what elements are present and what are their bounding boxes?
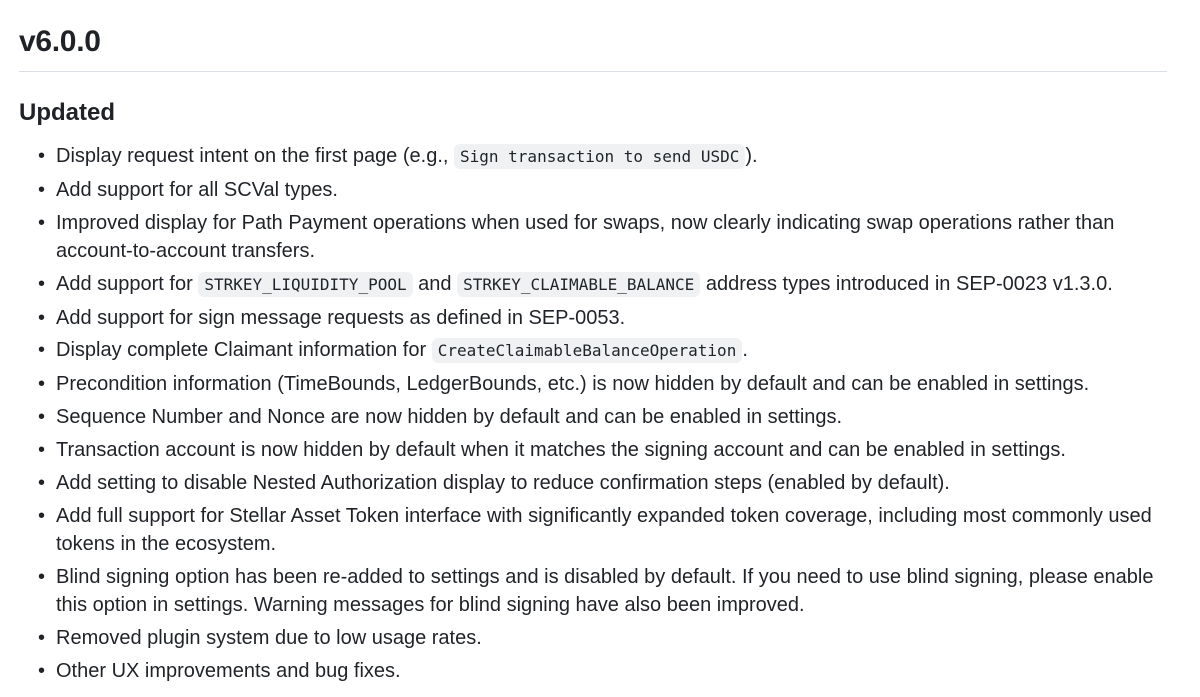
item-text: Add support for all SCVal types.	[56, 178, 338, 201]
item-text: Sequence Number and Nonce are now hidden by default and can be enabled in settings.	[56, 406, 843, 429]
bullet-icon: •	[38, 406, 46, 429]
bullet-icon: •	[38, 211, 46, 234]
item-text: Removed plugin system due to low usage rates.	[56, 626, 482, 649]
list-item	[38, 502, 1161, 558]
list-item	[38, 142, 1161, 171]
release-title: v6.0.0	[19, 25, 101, 58]
item-text: Transaction account is now hidden by default when it matches the signing account and can be enabled in settings.	[56, 439, 1066, 462]
bullet-icon: •	[38, 306, 46, 329]
list-item	[38, 624, 1161, 652]
section-heading: Updated	[19, 99, 115, 126]
item-text: .	[742, 339, 748, 362]
list-item	[38, 176, 1161, 204]
list-item	[38, 563, 1161, 619]
list-item	[38, 436, 1161, 464]
bullet-icon: •	[38, 178, 46, 201]
list-item	[38, 209, 1161, 265]
item-text: Blind signing option has been re-added to settings and is disabled by default. If you need to use blind signing, please enable this option in settings. Warning messages for blind signing have also been improved.	[56, 565, 1154, 616]
list-item	[38, 469, 1161, 497]
list-item	[38, 270, 1161, 299]
item-text: and	[412, 272, 458, 295]
inline-code: Sign transaction to send USDC	[454, 144, 745, 169]
change-list	[19, 142, 1167, 685]
bullet-icon: •	[38, 504, 46, 527]
bullet-icon: •	[38, 565, 46, 588]
list-item	[38, 403, 1161, 431]
item-text: Other UX improvements and bug fixes.	[56, 659, 401, 682]
item-text: ).	[745, 145, 758, 167]
bullet-icon: •	[38, 272, 46, 295]
bullet-icon: •	[38, 626, 46, 649]
bullet-icon: •	[38, 339, 46, 362]
title-divider	[19, 71, 1167, 72]
item-text: Add full support for Stellar Asset Token interface with significantly expanded token coverage, including most commonly used tokens in the ecosystem.	[56, 504, 1152, 555]
list-item	[38, 370, 1161, 398]
inline-code: CreateClaimableBalanceOperation	[432, 338, 743, 363]
bullet-icon: •	[38, 472, 46, 495]
item-text: Add setting to disable Nested Authorization display to reduce confirmation steps (enabled by default).	[56, 472, 950, 495]
item-text: Add support for	[56, 272, 199, 295]
bullet-icon: •	[38, 659, 46, 682]
bullet-icon: •	[38, 373, 46, 396]
item-text: Display request intent on the first page (e.g.,	[56, 145, 454, 167]
list-item	[38, 657, 1161, 685]
inline-code: STRKEY_LIQUIDITY_POOL	[198, 272, 412, 297]
list-item	[38, 336, 1161, 365]
inline-code: STRKEY_CLAIMABLE_BALANCE	[457, 272, 700, 297]
item-text: Display complete Claimant information for	[56, 339, 432, 362]
bullet-icon: •	[38, 439, 46, 462]
item-text: Add support for sign message requests as defined in SEP-0053.	[56, 306, 626, 329]
item-text: Improved display for Path Payment operations when used for swaps, now clearly indicating swap operations rather than account-to-account transfers.	[56, 211, 1115, 262]
list-item	[38, 304, 1161, 332]
item-text: Precondition information (TimeBounds, LedgerBounds, etc.) is now hidden by default and can be enabled in settings.	[56, 373, 1090, 396]
item-text: address types introduced in SEP-0023 v1.3.0.	[700, 272, 1113, 295]
bullet-icon: •	[38, 145, 46, 167]
